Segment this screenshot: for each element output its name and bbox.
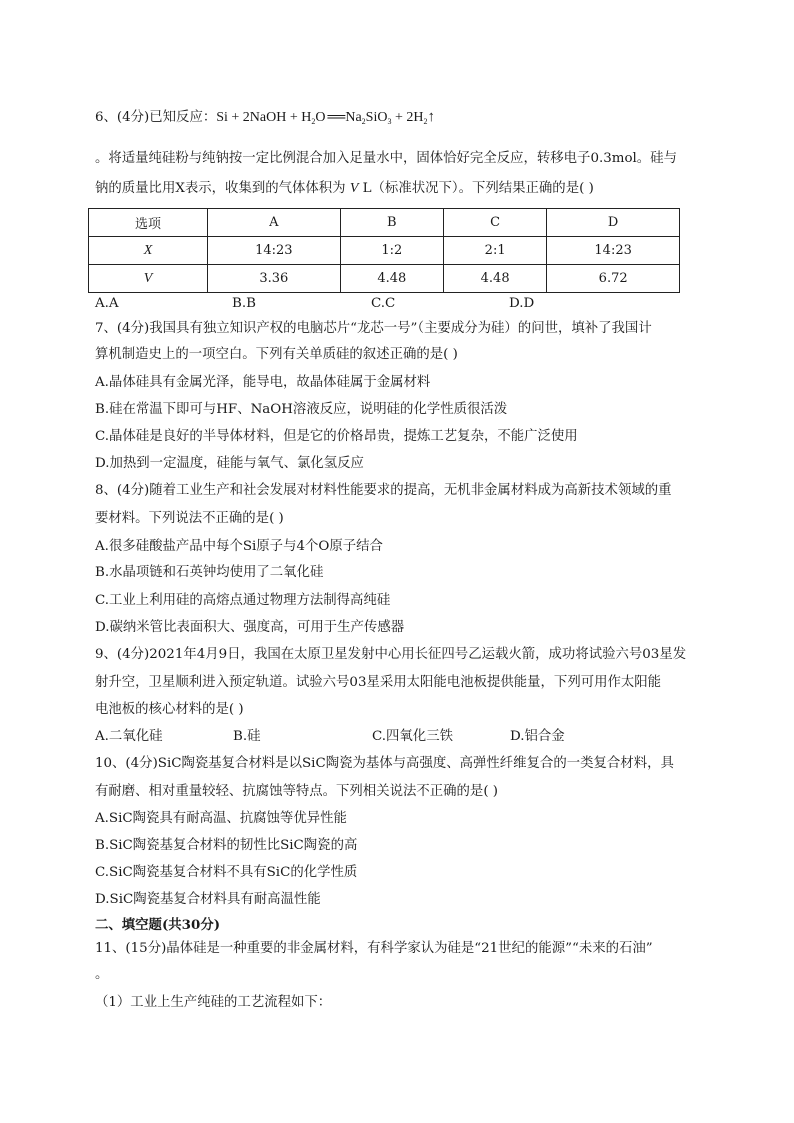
q6-stem-line2: 。将适量纯硅粉与纯钠按一定比例混合加入足量水中，固体恰好完全反应，转移电子0.3mol。硅与 — [95, 151, 677, 166]
table-cell: A — [208, 209, 341, 237]
q6-choice-b[interactable]: B.B — [232, 296, 256, 311]
table-row — [89, 265, 680, 293]
table-cell: 3.36 — [208, 265, 341, 293]
q6-equation: Si + 2NaOH + $H_2O$ ══ $Na_2SiO_3$ + $2H_2↑$ — [216, 109, 435, 126]
q8-option-d[interactable]: D.碳纳米管比表面积大、强度高，可用于生产传感器 — [95, 620, 405, 635]
table-cell: D — [547, 209, 680, 237]
table-cell: 6.72 — [547, 265, 680, 293]
q10-option-d[interactable]: D.SiC陶瓷基复合材料具有耐高温性能 — [95, 892, 321, 907]
q6-stem-line1 — [95, 108, 435, 131]
q11-stem-line2: 。 — [95, 967, 109, 982]
q7-option-a[interactable]: A.晶体硅具有金属光泽，能导电，故晶体硅属于金属材料 — [95, 375, 431, 390]
q7-option-d[interactable]: D.加热到一定温度，硅能与氧气、氯化氢反应 — [95, 456, 364, 471]
table-cell: X — [89, 237, 208, 265]
q10-option-b[interactable]: B.SiC陶瓷基复合材料的韧性比SiC陶瓷的高 — [95, 838, 358, 853]
q11-stem-line1: 11、(15分)晶体硅是一种重要的非金属材料，有科学家认为硅是“21世纪的能源”“未来的石油” — [95, 941, 653, 956]
table-cell: 1:2 — [340, 237, 443, 265]
section-title: 二、填空题(共30分) — [95, 917, 221, 933]
q10-option-c[interactable]: C.SiC陶瓷基复合材料不具有SiC的化学性质 — [95, 865, 358, 880]
q8-option-b[interactable]: B.水晶项链和石英钟均使用了二氧化硅 — [95, 565, 324, 580]
q6-choice-c[interactable]: C.C — [371, 296, 396, 311]
q9-choice-c[interactable]: C.四氧化三铁 — [372, 729, 453, 744]
q9-choice-d[interactable]: D.铝合金 — [510, 729, 565, 744]
q6-stem-line3: 钠的质量比用X表示，收集到的气体体积为 V L（标准状况下）。下列结果正确的是( ) — [95, 181, 594, 196]
q7-stem-line1: 7、(4分)我国具有独立知识产权的电脑芯片“龙芯一号”（主要成分为硅）的问世，填补了我国计 — [95, 321, 652, 336]
q7-option-b[interactable]: B.硅在常温下即可与HF、NaOH溶液反应，说明硅的化学性质很活泼 — [95, 402, 508, 417]
q10-stem-line2: 有耐磨、相对重量较轻、抗腐蚀等特点。下列相关说法不正确的是( ) — [95, 784, 499, 799]
table-row — [89, 209, 680, 237]
q9-stem-line1: 9、(4分)2021年4月9日，我国在太原卫星发射中心用长征四号乙运载火箭，成功将试验六号03星发 — [95, 647, 687, 662]
q9-choice-b[interactable]: B.硅 — [233, 729, 261, 744]
q9-choice-a[interactable]: A.二氧化硅 — [95, 729, 163, 744]
q10-option-a[interactable]: A.SiC陶瓷具有耐高温、抗腐蚀等优异性能 — [95, 811, 347, 826]
table-cell: 2:1 — [443, 237, 546, 265]
q6-choice-a[interactable]: A.A — [95, 296, 119, 311]
table-cell: 14:23 — [547, 237, 680, 265]
table-cell: B — [340, 209, 443, 237]
q9-stem-line3: 电池板的核心材料的是( ) — [95, 702, 244, 717]
table-cell: C — [443, 209, 546, 237]
q6-prefix: 6、(4分)已知反应： — [95, 110, 217, 125]
q6-choice-d[interactable]: D.D — [509, 296, 535, 311]
table-row — [89, 237, 680, 265]
table-cell: 14:23 — [208, 237, 341, 265]
q7-stem-line2: 算机制造史上的一项空白。下列有关单质硅的叙述正确的是( ) — [95, 347, 458, 362]
q10-stem-line1: 10、(4分)SiC陶瓷基复合材料是以SiC陶瓷为基体与高强度、高弹性纤维复合的一类复合材料，具 — [95, 756, 674, 771]
q6-options-table — [88, 208, 680, 293]
q8-option-c[interactable]: C.工业上利用硅的高熔点通过物理方法制得高纯硅 — [95, 593, 391, 608]
q11-sub1: （1）工业上生产纯硅的工艺流程如下： — [95, 995, 332, 1010]
q7-option-c[interactable]: C.晶体硅是良好的半导体材料，但是它的价格昂贵，提炼工艺复杂，不能广泛使用 — [95, 429, 578, 444]
q8-stem-line1: 8、(4分)随着工业生产和社会发展对材料性能要求的提高，无机非金属材料成为高新技术领域的重 — [95, 483, 672, 498]
q8-stem-line2: 要材料。下列说法不正确的是( ) — [95, 511, 284, 526]
table-cell: 4.48 — [443, 265, 546, 293]
q9-stem-line2: 射升空，卫星顺利进入预定轨道。试验六号03星采用太阳能电池板提供能量，下列可用作太阳能 — [95, 675, 662, 690]
q8-option-a[interactable]: A.很多硅酸盐产品中每个Si原子与4个O原子结合 — [95, 539, 383, 554]
table-cell: V — [89, 265, 208, 293]
table-cell: 4.48 — [340, 265, 443, 293]
table-cell: 选项 — [89, 209, 208, 237]
